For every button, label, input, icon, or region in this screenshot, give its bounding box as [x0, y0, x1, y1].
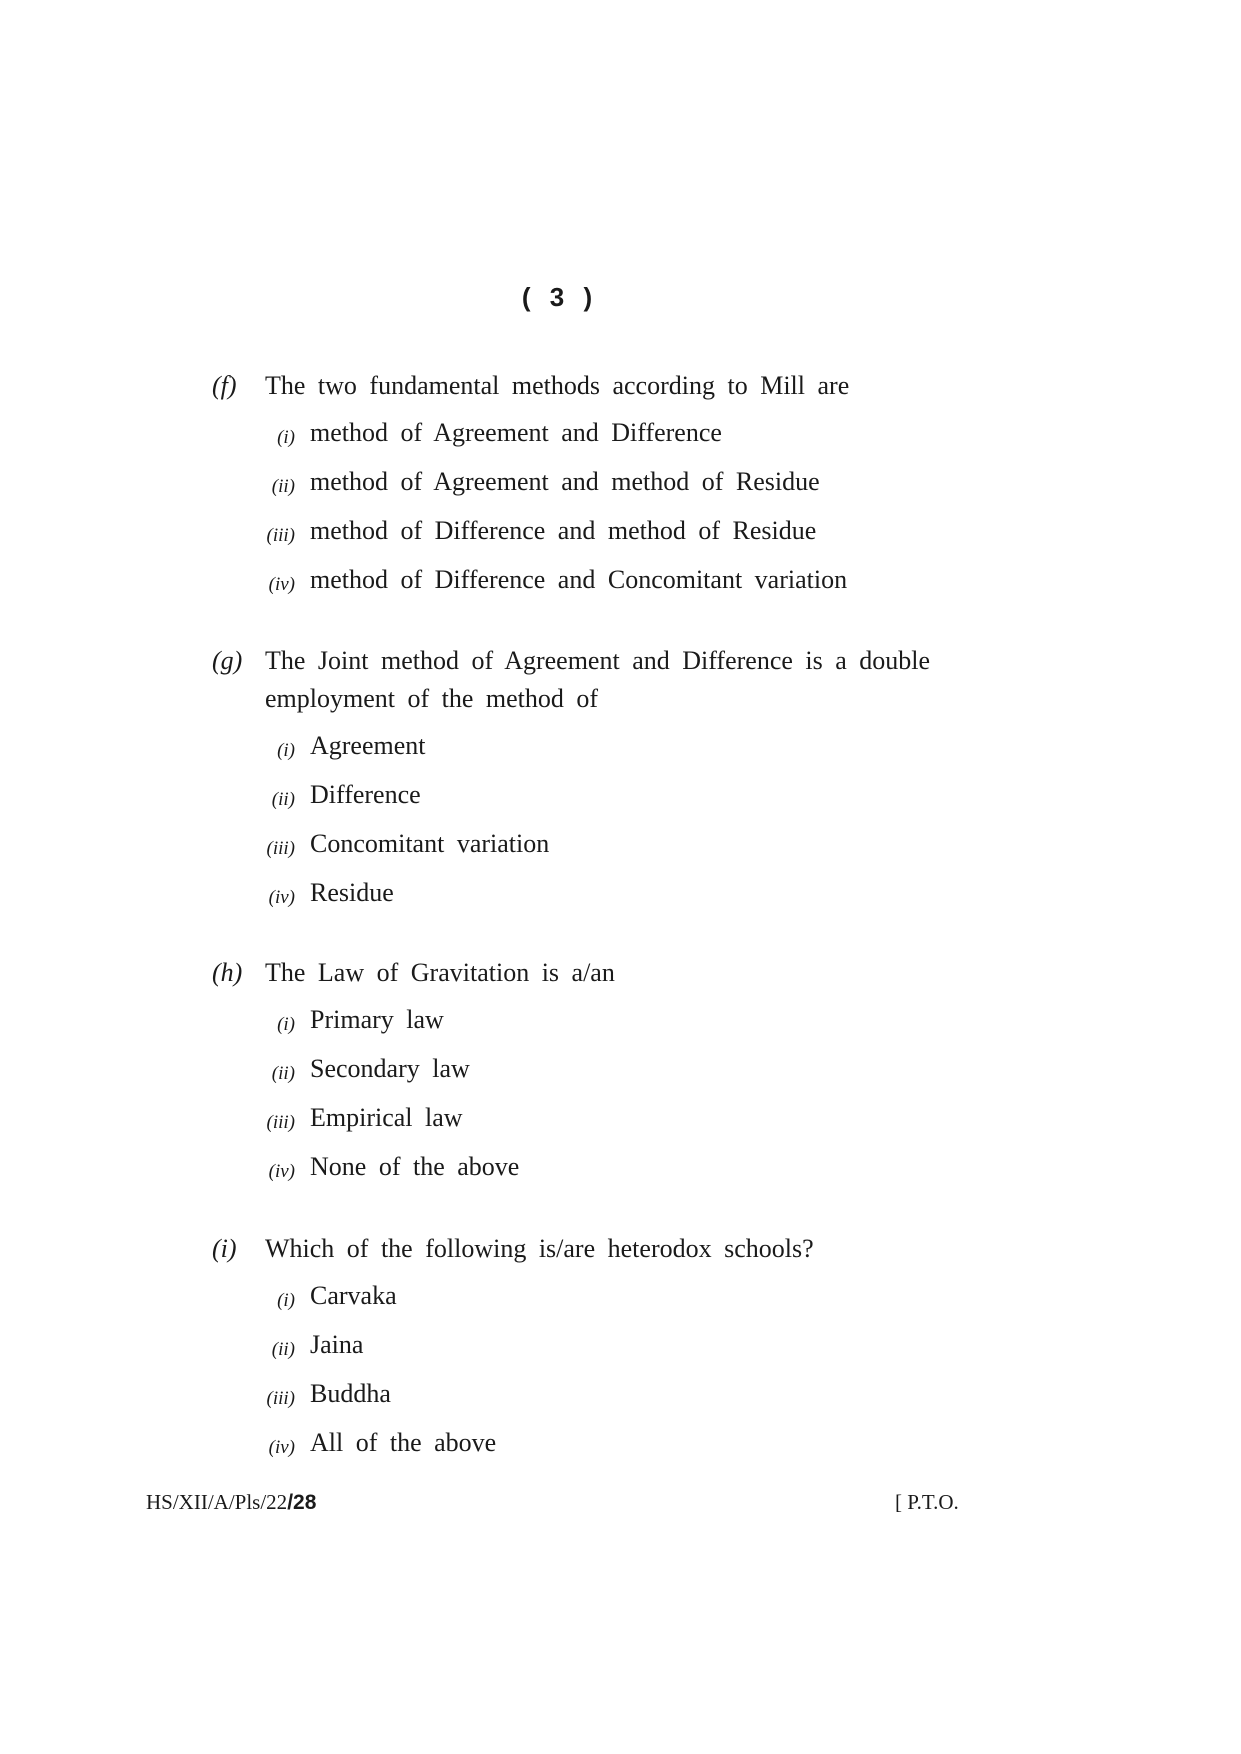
- page-number: ( 3 ): [521, 282, 599, 312]
- option-item: [212, 827, 932, 876]
- option-item: [212, 514, 932, 563]
- paper-code-text: HS/XII/A/Pls/22: [146, 1490, 288, 1514]
- option-text: Jaina: [310, 1330, 364, 1359]
- pto-label: [ P.T.O.: [895, 1490, 959, 1514]
- option-text: Primary law: [310, 1005, 444, 1034]
- option-text: Empirical law: [310, 1103, 463, 1132]
- option-item: [212, 1052, 932, 1101]
- question-text: The Law of Gravitation is a/an: [265, 958, 615, 987]
- options-list: [212, 729, 932, 925]
- option-text: Carvaka: [310, 1281, 397, 1310]
- paper-code-bold: /28: [287, 1491, 317, 1514]
- option-text: Agreement: [310, 731, 426, 760]
- option-text: method of Agreement and Difference: [310, 418, 722, 447]
- option-label: (iv): [268, 1437, 295, 1458]
- question-label: (g): [212, 646, 243, 675]
- option-label: (iv): [268, 574, 295, 595]
- question-text: The Joint method of Agreement and Difference is a double employment of the method of: [265, 646, 931, 713]
- option-item: [212, 729, 932, 778]
- option-item: [212, 416, 932, 465]
- question-label: (f): [212, 371, 237, 400]
- option-item: [212, 1003, 932, 1052]
- option-text: Concomitant variation: [310, 829, 550, 858]
- option-text: method of Agreement and method of Residue: [310, 467, 820, 496]
- option-label: (iii): [266, 838, 295, 859]
- option-item: [212, 465, 932, 514]
- options-list: [212, 416, 932, 612]
- option-label: (i): [277, 1290, 295, 1311]
- option-label: (iii): [266, 1112, 295, 1133]
- option-label: (iii): [266, 525, 295, 546]
- option-text: Difference: [310, 780, 421, 809]
- option-item: [212, 1377, 932, 1426]
- question-h: [212, 954, 932, 1199]
- option-item: [212, 563, 932, 612]
- paper-code: [146, 1490, 316, 1515]
- option-text: All of the above: [310, 1428, 497, 1457]
- question-i: [212, 1230, 932, 1475]
- question-text: Which of the following is/are heterodox schools?: [265, 1234, 814, 1263]
- options-list: [212, 1003, 932, 1199]
- option-item: [212, 1279, 932, 1328]
- question-f: [212, 367, 932, 612]
- option-item: [212, 1426, 932, 1475]
- option-text: Secondary law: [310, 1054, 470, 1083]
- option-item: [212, 1101, 932, 1150]
- option-text: method of Difference and Concomitant variation: [310, 565, 848, 594]
- option-item: [212, 1150, 932, 1199]
- option-text: Residue: [310, 878, 394, 907]
- option-label: (i): [277, 427, 295, 448]
- question-text: The two fundamental methods according to Mill are: [265, 371, 850, 400]
- option-item: [212, 876, 932, 925]
- option-text: method of Difference and method of Residue: [310, 516, 817, 545]
- option-label: (ii): [271, 476, 295, 497]
- question-g: [212, 642, 932, 925]
- question-label: (i): [212, 1234, 237, 1263]
- options-list: [212, 1279, 932, 1475]
- option-label: (i): [277, 1014, 295, 1035]
- option-item: [212, 778, 932, 827]
- option-item: [212, 1328, 932, 1377]
- option-label: (ii): [271, 1063, 295, 1084]
- option-text: Buddha: [310, 1379, 391, 1408]
- question-label: (h): [212, 958, 243, 987]
- option-text: None of the above: [310, 1152, 520, 1181]
- option-label: (i): [277, 740, 295, 761]
- option-label: (ii): [271, 1339, 295, 1360]
- option-label: (iv): [268, 887, 295, 908]
- option-label: (iv): [268, 1161, 295, 1182]
- option-label: (iii): [266, 1388, 295, 1409]
- option-label: (ii): [271, 789, 295, 810]
